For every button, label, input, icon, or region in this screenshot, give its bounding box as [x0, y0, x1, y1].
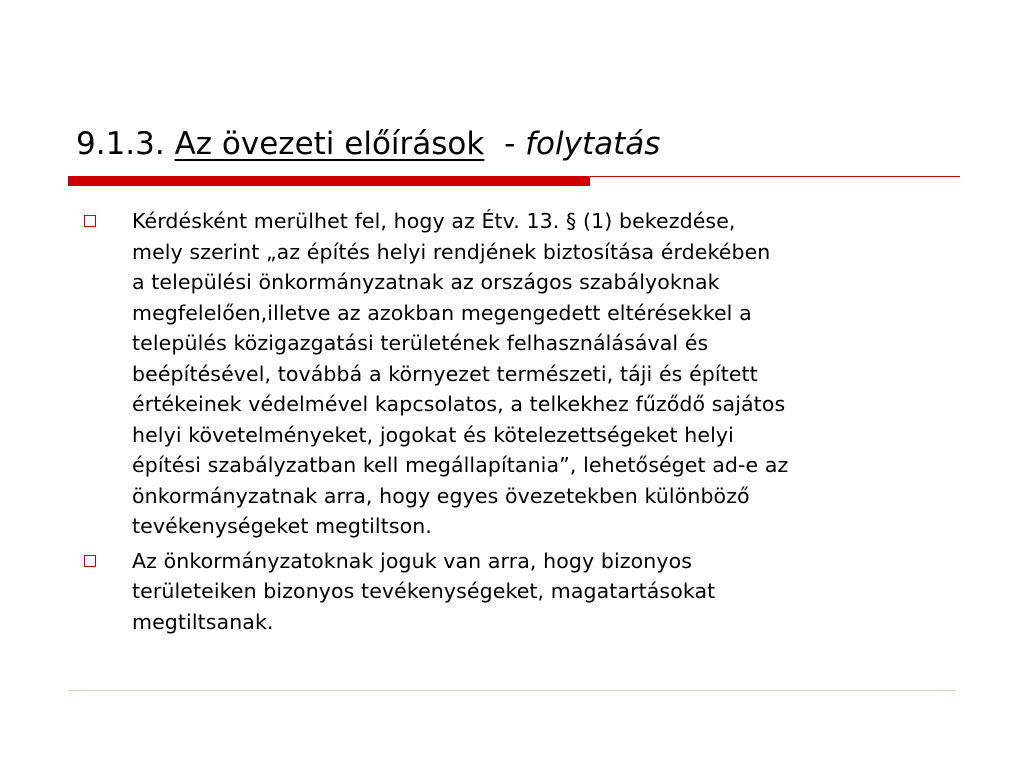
bullet-item: [84, 206, 964, 542]
square-bullet-icon: [84, 215, 96, 227]
title-dash: -: [504, 126, 516, 162]
bullet-text: Kérdésként merülhet fel, hogy az Étv. 13. § (1) bekezdése, mely szerint „az építés helyi rendjének biztosítása érdekében a települési önkormányzatnak az országos szabályoknak megfelelően,illetve az azokban megengedett eltérésekkel a település közigazgatási területének felhasználásával és beépítésével, továbbá a környezet természeti, táji és épített értékeinek védelmével kapcsolatos, a telkekhez fűződő sajátos helyi követelményeket, jogokat és kötelezettségeket helyi építési szabályzatban kell megállapítania”, lehetőséget ad-e az önkormányzatnak arra, hogy egyes övezetekben különböző tevékenységeket megtiltson.: [132, 209, 789, 538]
slide-title: [76, 122, 660, 166]
title-continuation: folytatás: [525, 126, 661, 162]
square-bullet-icon: [84, 555, 96, 567]
title-topic: Az övezeti előírások: [174, 126, 485, 162]
bullet-item: [84, 546, 964, 638]
footer-divider: [68, 690, 956, 691]
bullet-list: [84, 206, 964, 641]
title-number: 9.1.3.: [76, 126, 165, 162]
title-accent-line: [590, 176, 960, 177]
title-accent-bar: [68, 176, 590, 186]
bullet-text: Az önkormányzatoknak joguk van arra, hogy bizonyos területeiken bizonyos tevékenységeket, magatartásokat megtiltsanak.: [132, 548, 716, 634]
